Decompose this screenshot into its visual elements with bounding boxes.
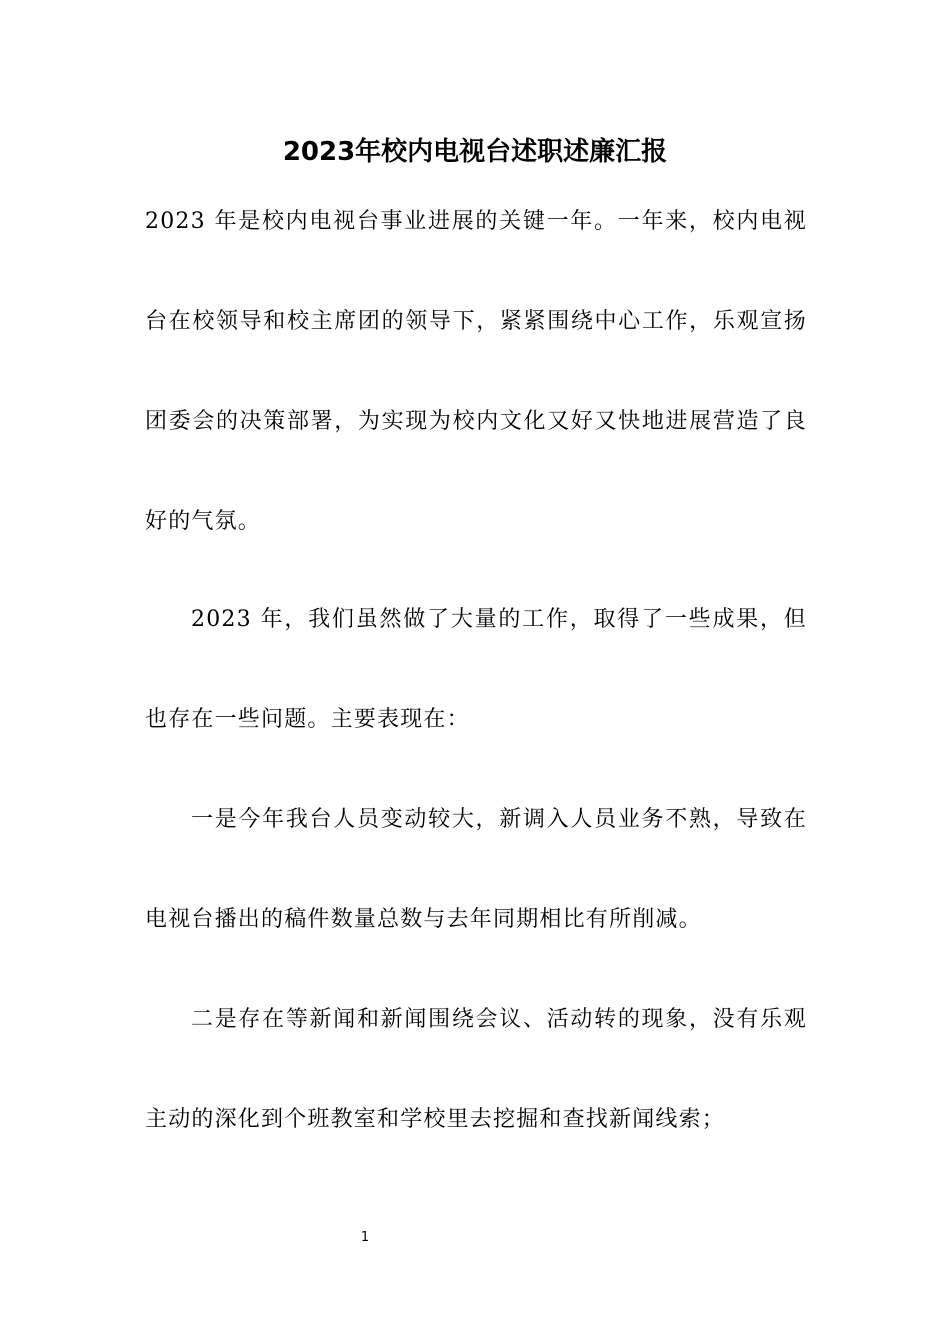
paragraph-problem-two: 二是存在等新闻和新闻围绕会议、活动转的现象，没有乐观主动的深化到个班教室和学校里去挖掘和查找新闻线索；: [145, 1007, 807, 1132]
page-number: 1: [360, 1230, 370, 1245]
document-title: 2023年校内电视台述职述廉汇报: [282, 137, 668, 167]
paragraph-intro: 2023 年是校内电视台事业进展的关键一年。一年来，校内电视台在校领导和校主席团的领导下，紧紧围绕中心工作，乐观宣扬团委会的决策部署，为实现为校内文化又好又快地进展营造了良好的气氛。: [145, 209, 807, 534]
paragraph-problems-summary: 2023 年，我们虽然做了大量的工作，取得了一些成果，但也存在一些问题。主要表现在：: [145, 607, 807, 732]
paragraph-problem-one: 一是今年我台人员变动较大，新调入人员业务不熟，导致在电视台播出的稿件数量总数与去年同期相比有所削减。: [145, 807, 807, 932]
